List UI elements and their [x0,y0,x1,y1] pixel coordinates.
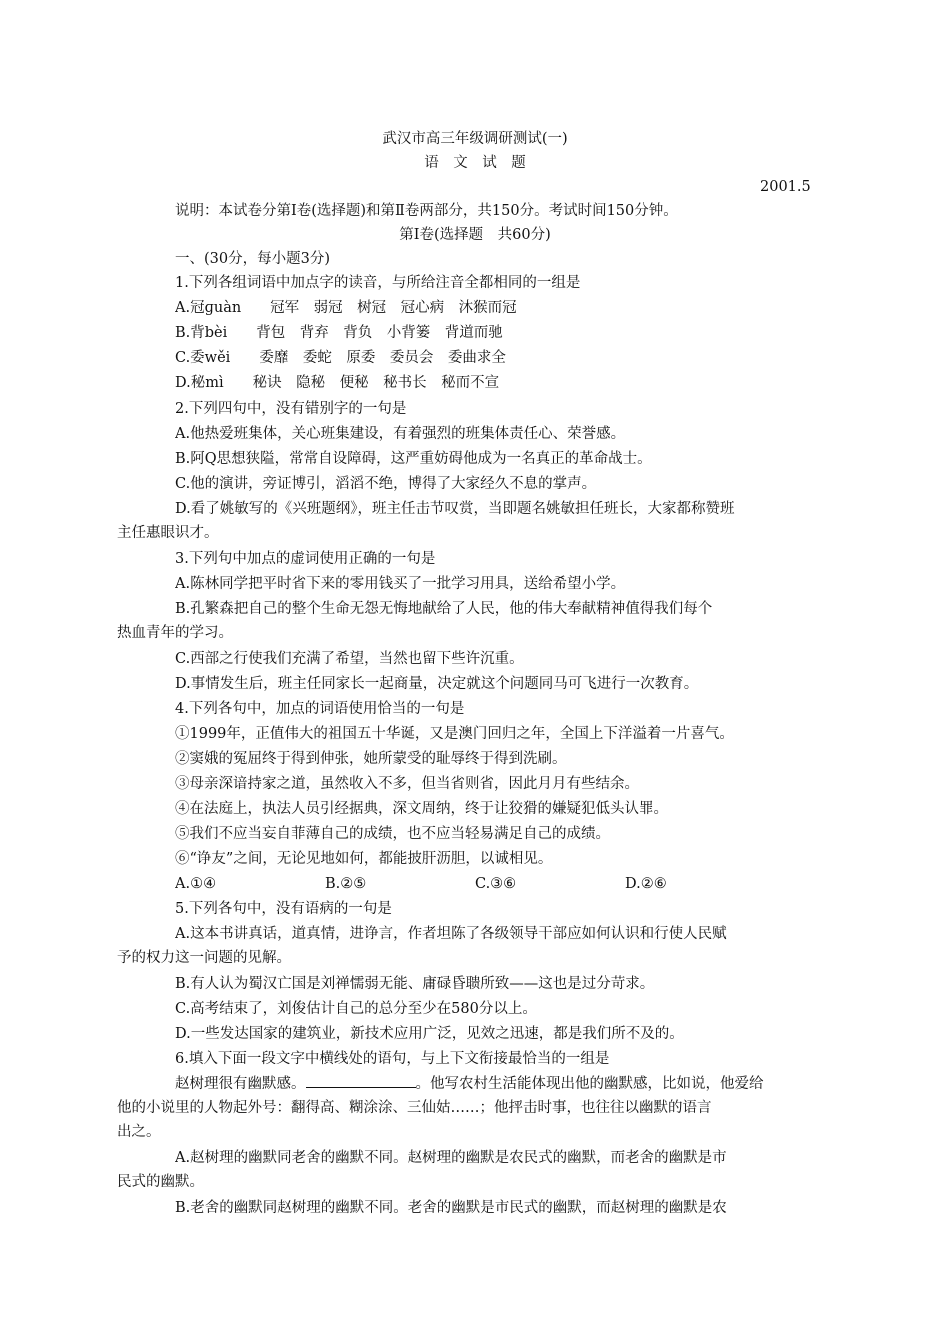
q6-passage-start: 赵树理很有幽默感。 [175,1076,306,1092]
q4-option-b: B.②⑤ [325,876,367,892]
fill-blank [306,1073,416,1088]
q4-sentence-4: ④在法庭上，执法人员引经据典，深文周纳，终于让狡猾的嫌疑犯低头认罪。 [175,801,668,817]
q5-option-c: C.高考结束了，刘俊估计自己的总分至少在580分以上。 [175,1001,537,1017]
q5-option-b: B.有人认为蜀汉亡国是刘禅懦弱无能、庸碌昏聩所致——这也是过分苛求。 [175,976,655,992]
q3-option-c: C.西部之行使我们充满了希望，当然也留下些许沉重。 [175,651,524,667]
q3-option-d: D.事情发生后，班主任同家长一起商量，决定就这个问题同马可飞进行一次教育。 [175,676,699,692]
q4-sentence-1: ①1999年，正值伟大的祖国五十华诞，又是澳门回归之年，全国上下洋溢着一片喜气。 [175,726,734,742]
q6-passage-line-2: 他的小说里的人物起外号：翻得高、糊涂涂、三仙姑……；他抨击时事，也往往以幽默的语言 [117,1100,712,1116]
q2-option-b: B.阿Q思想狭隘，常常自设障碍，这严重妨碍他成为一名真正的革命战士。 [175,451,652,467]
q6-passage-line-3: 出之。 [117,1124,161,1140]
q2-stem: 2.下列四句中，没有错别字的一句是 [175,401,407,417]
q4-option-d: D.②⑥ [625,876,667,892]
q4-options [175,873,815,895]
q6-option-a: A.赵树理的幽默同老舍的幽默不同。赵树理的幽默是农民式的幽默，而老舍的幽默是市 [175,1150,727,1166]
q6-passage-rest: 。他写农村生活能体现出他的幽默感，比如说，他爱给 [415,1076,764,1092]
q2-option-c: C.他的演讲，旁证博引，滔滔不绝，博得了大家经久不息的掌声。 [175,476,597,492]
q6-option-b: B.老舍的幽默同赵树理的幽默不同。老舍的幽默是市民式的幽默，而赵树理的幽默是农 [175,1200,727,1216]
q2-option-d-cont: 主任惠眼识才。 [117,525,219,541]
q3-option-a: A.陈林同学把平时省下来的零用钱买了一批学习用具，送给希望小学。 [175,576,626,592]
q1-option-a: A.冠ɡuàn 冠军 弱冠 树冠 冠心病 沐猴而冠 [175,300,517,316]
exam-title: 武汉市高三年级调研测试(一) [382,131,568,147]
q4-sentence-2: ②窦娥的冤屈终于得到伸张，她所蒙受的耻辱终于得到洗刷。 [175,751,567,767]
q5-option-d: D.一些发达国家的建筑业，新技术应用广泛，见效之迅速，都是我们所不及的。 [175,1026,684,1042]
q3-option-b-cont: 热血青年的学习。 [117,625,233,641]
section-heading: 一、(30分，每小题3分) [175,251,330,267]
q3-option-b: B.孔繁森把自己的整个生命无怨无悔地献给了人民，他的伟大奉献精神值得我们每个 [175,601,713,617]
q6-passage-line-1 [175,1073,815,1095]
exam-subtitle: 语 文 试 题 [424,155,526,171]
q6-stem: 6.填入下面一段文字中横线处的语句，与上下文衔接最恰当的一组是 [175,1051,610,1067]
q1-option-d: D.秘mì 秘诀 隐秘 便秘 秘书长 秘而不宣 [175,375,500,391]
q5-option-a-cont: 予的权力这一问题的见解。 [117,950,291,966]
q1-option-c: C.委wěi 委靡 委蛇 原委 委员会 委曲求全 [175,350,506,366]
exam-note: 说明：本试卷分第Ⅰ卷(选择题)和第Ⅱ卷两部分，共150分。考试时间150分钟。 [175,203,678,219]
q4-sentence-6: ⑥“诤友”之间，无论见地如何，都能披肝沥胆，以诚相见。 [175,851,553,867]
q1-option-b: B.背bèi 背包 背弃 背负 小背篓 背道而驰 [175,325,503,341]
q4-stem: 4.下列各句中，加点的词语使用恰当的一句是 [175,701,465,717]
q2-option-d: D.看了姚敏写的《兴班题纲》，班主任击节叹赏，当即题名姚敏担任班长，大家都称赞班 [175,501,735,517]
q4-option-a: A.①④ [175,876,217,892]
q3-stem: 3.下列句中加点的虚词使用正确的一句是 [175,551,436,567]
part-title: 第Ⅰ卷(选择题 共60分) [399,227,551,243]
q6-option-a-cont: 民式的幽默。 [117,1174,204,1190]
q4-sentence-3: ③母亲深谙持家之道，虽然收入不多，但当省则省，因此月月有些结余。 [175,776,639,792]
q5-stem: 5.下列各句中，没有语病的一句是 [175,901,392,917]
q4-option-c: C.③⑥ [475,876,517,892]
q5-option-a: A.这本书讲真话，道真情，进诤言，作者坦陈了各级领导干部应如何认识和行使人民赋 [175,926,727,942]
exam-date: 2001.5 [760,179,811,195]
q4-sentence-5: ⑤我们不应当妄自菲薄自己的成绩，也不应当轻易满足自己的成绩。 [175,826,610,842]
q2-option-a: A.他热爱班集体，关心班集建设，有着强烈的班集体责任心、荣誉感。 [175,426,626,442]
q1-stem: 1.下列各组词语中加点字的读音，与所给注音全都相同的一组是 [175,275,581,291]
